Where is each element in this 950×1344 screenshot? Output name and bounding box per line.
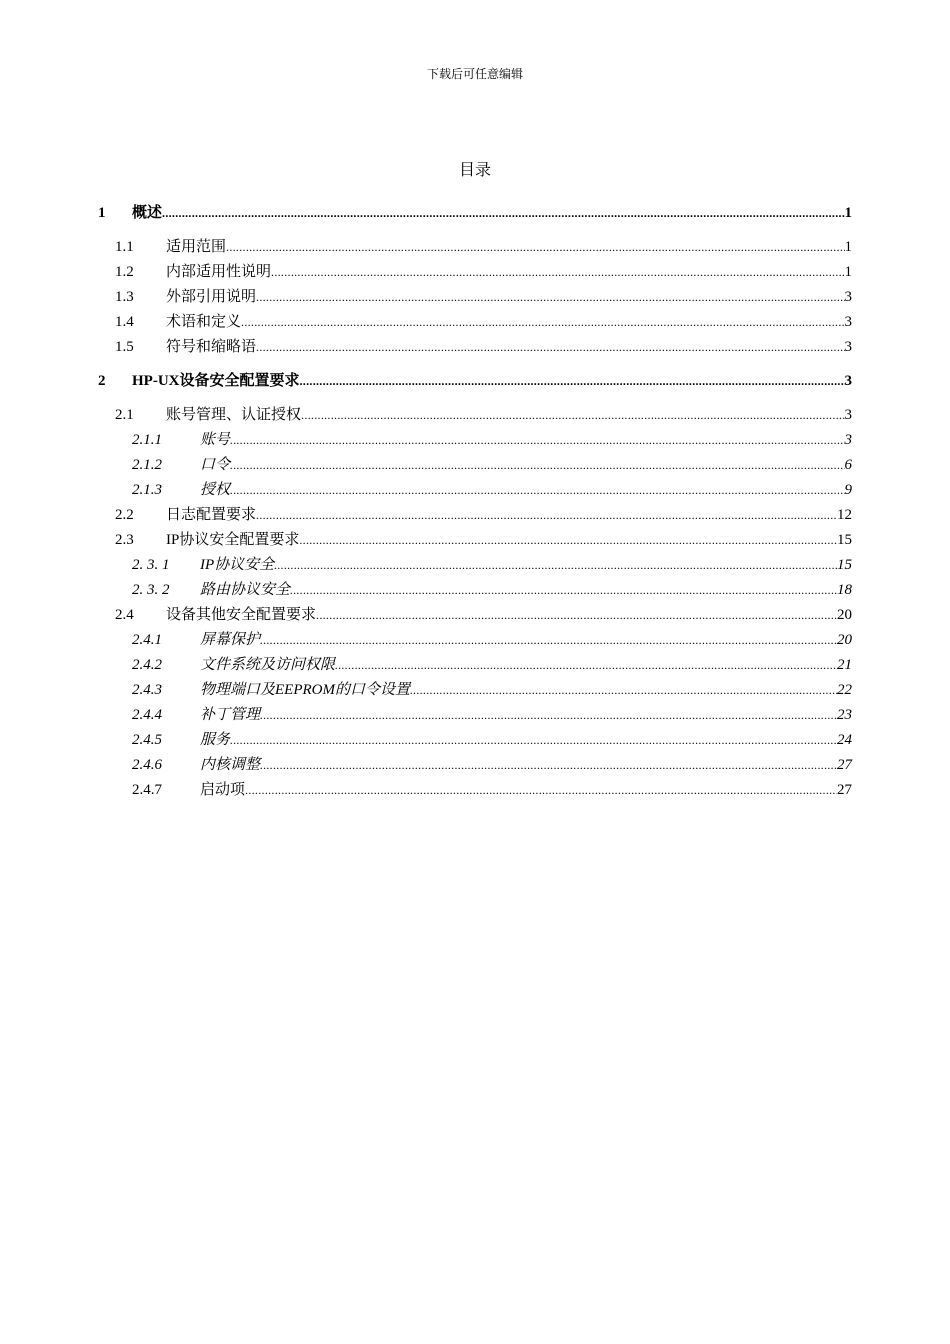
toc-entry-1[interactable] (98, 201, 852, 226)
toc-entry-number: 2.1.3 (132, 482, 162, 498)
dot-leader (256, 285, 844, 310)
toc-entry-number: 2.4.1 (132, 632, 162, 648)
toc-entry-title: 外部引用说明 (166, 289, 257, 305)
dot-leader (316, 603, 837, 628)
dot-leader (301, 403, 844, 428)
toc-entry-2-1-3[interactable] (98, 478, 852, 503)
toc-entry-title: 屏幕保护 (200, 632, 261, 648)
dot-leader (245, 778, 837, 803)
toc-entry-2-3-2[interactable] (98, 578, 852, 603)
toc-entry-2-3[interactable] (98, 528, 852, 553)
toc-entry-number: 2.1.2 (132, 457, 162, 473)
toc-entry-number: 1 (98, 205, 106, 221)
dot-leader (256, 335, 844, 360)
toc-entry-title: 补丁管理 (200, 707, 261, 723)
dot-leader (230, 428, 844, 453)
toc-entry-page: 27 (837, 782, 852, 798)
toc-entry-title: 服务 (200, 732, 231, 748)
toc-entry-2-4-4[interactable] (98, 703, 852, 728)
toc-entry-title: 设备其他安全配置要求 (166, 607, 317, 623)
toc-entry-1-3[interactable] (98, 285, 852, 310)
toc-entry-title: HP-UX设备安全配置要求 (132, 373, 300, 389)
toc-entry-2-1-2[interactable] (98, 453, 852, 478)
toc-entry-2-3-1[interactable] (98, 553, 852, 578)
toc-entry-2-4[interactable] (98, 603, 852, 628)
toc-entry-title: 适用范围 (166, 239, 227, 255)
toc-entry-page: 12 (837, 507, 852, 523)
toc-entry-page: 18 (837, 582, 852, 598)
dot-leader (230, 453, 844, 478)
dot-leader (300, 369, 845, 394)
dot-leader (162, 201, 844, 226)
toc-entry-title: 账号管理、认证授权 (166, 407, 302, 423)
toc-entry-number: 2.3 (115, 532, 134, 548)
toc-entry-title: 启动项 (200, 782, 246, 798)
toc-entry-page: 27 (837, 757, 852, 773)
dot-leader (226, 235, 844, 260)
toc-entry-number: 2.4.2 (132, 657, 162, 673)
toc-entry-1-2[interactable] (98, 260, 852, 285)
toc-title: 目录 (458, 162, 491, 179)
toc-entry-2-4-3[interactable] (98, 678, 852, 703)
dot-leader (290, 578, 837, 603)
toc-entry-page: 3 (844, 289, 852, 305)
toc-entry-number: 2.4.7 (132, 782, 162, 798)
dot-leader (299, 528, 837, 553)
toc-entry-number: 2.4.4 (132, 707, 162, 723)
toc-entry-2-4-2[interactable] (98, 653, 852, 678)
toc-entry-title: 概述 (132, 205, 163, 221)
toc-entry-page: 21 (837, 657, 852, 673)
toc-entry-title: 术语和定义 (166, 314, 242, 330)
toc-entry-title: 日志配置要求 (166, 507, 257, 523)
dot-leader (241, 310, 844, 335)
dot-leader (260, 753, 837, 778)
toc-entry-1-1[interactable] (98, 235, 852, 260)
toc-entry-2-1[interactable] (98, 403, 852, 428)
toc-entry-page: 6 (844, 457, 852, 473)
toc-entry-page: 3 (844, 373, 852, 389)
dot-leader (230, 728, 837, 753)
toc-entry-page: 15 (837, 557, 852, 573)
toc-entry-number: 1.5 (115, 339, 134, 355)
toc-entry-page: 20 (837, 607, 852, 623)
toc-entry-title: IP协议安全 (200, 557, 275, 573)
toc-entry-number: 2.2 (115, 507, 134, 523)
toc-entry-title: 路由协议安全 (200, 582, 291, 598)
toc-entry-title: 符号和缩略语 (166, 339, 257, 355)
dot-leader (230, 478, 844, 503)
dot-leader (335, 653, 837, 678)
toc-entry-2-4-5[interactable] (98, 728, 852, 753)
dot-leader (256, 503, 837, 528)
toc-entry-2[interactable] (98, 369, 852, 394)
dot-leader (271, 260, 844, 285)
toc-entry-number: 2.4 (115, 607, 134, 623)
toc-entry-page: 1 (844, 239, 852, 255)
toc-entry-title: 授权 (200, 482, 231, 498)
toc-entry-number: 2.4.5 (132, 732, 162, 748)
toc-entry-1-5[interactable] (98, 335, 852, 360)
toc-entry-number: 1.3 (115, 289, 134, 305)
toc-entry-page: 15 (837, 532, 852, 548)
toc-entry-2-1-1[interactable] (98, 428, 852, 453)
dot-leader (274, 553, 837, 578)
toc-entry-page: 22 (837, 682, 852, 698)
dot-leader (410, 678, 837, 703)
table-of-contents (98, 201, 852, 803)
toc-entry-title: 内部适用性说明 (166, 264, 272, 280)
toc-entry-2-4-6[interactable] (98, 753, 852, 778)
page-header: 下载后可任意编辑 (426, 67, 523, 81)
toc-entry-2-2[interactable] (98, 503, 852, 528)
toc-entry-page: 1 (844, 264, 852, 280)
toc-entry-number: 2.1.1 (132, 432, 162, 448)
toc-entry-page: 23 (837, 707, 852, 723)
toc-entry-number: 1.2 (115, 264, 134, 280)
toc-entry-2-4-7[interactable] (98, 778, 852, 803)
toc-entry-number: 2.4.6 (132, 757, 162, 773)
toc-entry-title: 内核调整 (200, 757, 261, 773)
toc-entry-number: 1.1 (115, 239, 134, 255)
toc-entry-title: 账号 (200, 432, 231, 448)
dot-leader (260, 628, 837, 653)
toc-entry-title: 口令 (200, 457, 231, 473)
toc-entry-page: 3 (844, 407, 852, 423)
toc-entry-number: 2 (98, 373, 106, 389)
toc-entry-1-4[interactable] (98, 310, 852, 335)
dot-leader (260, 703, 837, 728)
toc-entry-number: 2. 3. 1 (132, 557, 170, 573)
toc-entry-number: 2.4.3 (132, 682, 162, 698)
toc-entry-page: 20 (837, 632, 852, 648)
toc-entry-2-4-1[interactable] (98, 628, 852, 653)
toc-entry-number: 2.1 (115, 407, 134, 423)
toc-entry-number: 2. 3. 2 (132, 582, 170, 598)
toc-entry-title: IP协议安全配置要求 (166, 532, 300, 548)
toc-entry-title: 文件系统及访问权限 (200, 657, 336, 673)
toc-entry-page: 24 (837, 732, 852, 748)
toc-entry-page: 1 (844, 205, 852, 221)
toc-entry-page: 3 (844, 314, 852, 330)
toc-entry-title: 物理端口及EEPROM的口令设置 (200, 682, 410, 698)
toc-entry-page: 3 (844, 432, 852, 448)
toc-entry-page: 3 (844, 339, 852, 355)
toc-entry-page: 9 (844, 482, 852, 498)
toc-entry-number: 1.4 (115, 314, 134, 330)
